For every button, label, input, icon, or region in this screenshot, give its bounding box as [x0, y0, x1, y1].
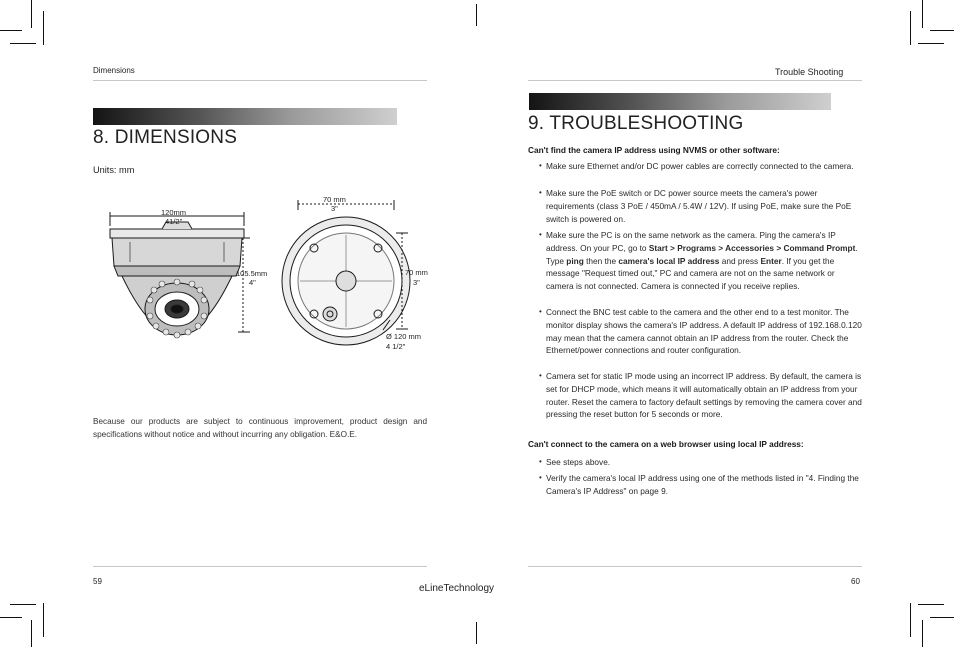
- dim-diameter-mm: Ø 120 mm: [386, 332, 422, 341]
- list-item: • Connect the BNC test cable to the camera and the other end to a test monitor. The monitor display shows the camera's IP address. A default IP address of 192.168.0.120 may mean that the camera cannot obtain an IP address from the router. Check the Ethernet/power connections and router configuration.: [539, 307, 862, 356]
- list-item: • Make sure Ethernet and/or DC power cables are correctly connected to the camera.: [539, 161, 854, 171]
- list-item: • Make sure the PC is on the same network as the camera. Ping the camera's IP address. On your PC, go to Start > Programs > Accessories > Command Prompt. Type ping then the camera's local IP address and press Enter. If you get the message "Request timed out," PC and camera are not on the same network or camera is not connected. Camera is connected if you receive replies.: [539, 230, 858, 292]
- dimension-diagram: [100, 192, 435, 377]
- dim-top-mm: 70 mm: [323, 195, 346, 204]
- camera-bottom-view: [282, 200, 410, 345]
- page-number: 59: [93, 577, 102, 586]
- footer-rule: [93, 566, 427, 567]
- units-label: Units: mm: [93, 165, 135, 175]
- header-rule: [528, 80, 862, 81]
- dim-width-mm: 120mm: [161, 208, 187, 217]
- section-heading: Can't connect to the camera on a web browser using local IP address:: [528, 439, 804, 449]
- page-number: 60: [851, 577, 860, 586]
- page-header: Dimensions: [93, 66, 135, 75]
- footer-rule: [528, 566, 862, 567]
- dim-height-in: 4": [249, 278, 256, 287]
- dim-diameter-in: 4 1/2": [386, 342, 406, 351]
- header-rule: [93, 80, 427, 81]
- page-header: Trouble Shooting: [775, 67, 844, 77]
- dim-height-mm: 105.5mm: [236, 269, 268, 278]
- list-item: • See steps above.: [539, 457, 611, 467]
- dim-side-in: 3": [413, 278, 420, 287]
- section-title: 9. TROUBLESHOOTING: [528, 113, 744, 134]
- dim-top-in: 3": [331, 204, 338, 213]
- footer-brand: eLineTechnology: [419, 583, 495, 594]
- section-heading: Can't find the camera IP address using NVMS or other software:: [528, 145, 780, 155]
- list-item: • Make sure the PoE switch or DC power source meets the camera's power requirements (class 3 PoE / 450mA / 5.4W / 12V). If using PoE, make sure the PoE switch is powered on.: [539, 188, 852, 224]
- dim-width-in: 41/2": [165, 217, 183, 226]
- section-bar: [93, 108, 397, 125]
- disclaimer-note: Because our products are subject to continuous improvement, product design and specifications without notice and without incurring any obligation. E&O.E.: [93, 417, 427, 439]
- camera-side-view: [110, 212, 250, 335]
- dim-side-mm: 70 mm: [405, 268, 428, 277]
- list-item: • Verify the camera's local IP address using one of the methods listed in "4. Finding the Camera's IP Address" on page 9.: [539, 473, 859, 496]
- section-title: 8. DIMENSIONS: [93, 127, 238, 148]
- list-item: • Camera set for static IP mode using an incorrect IP address. By default, the camera is set for DHCP mode, which means it will automatically obtain an IP address from your router. Reset the camera to factory default settings by removing the camera cover and pressing the reset button for 5 seconds or more.: [539, 371, 862, 420]
- section-bar: [529, 93, 831, 110]
